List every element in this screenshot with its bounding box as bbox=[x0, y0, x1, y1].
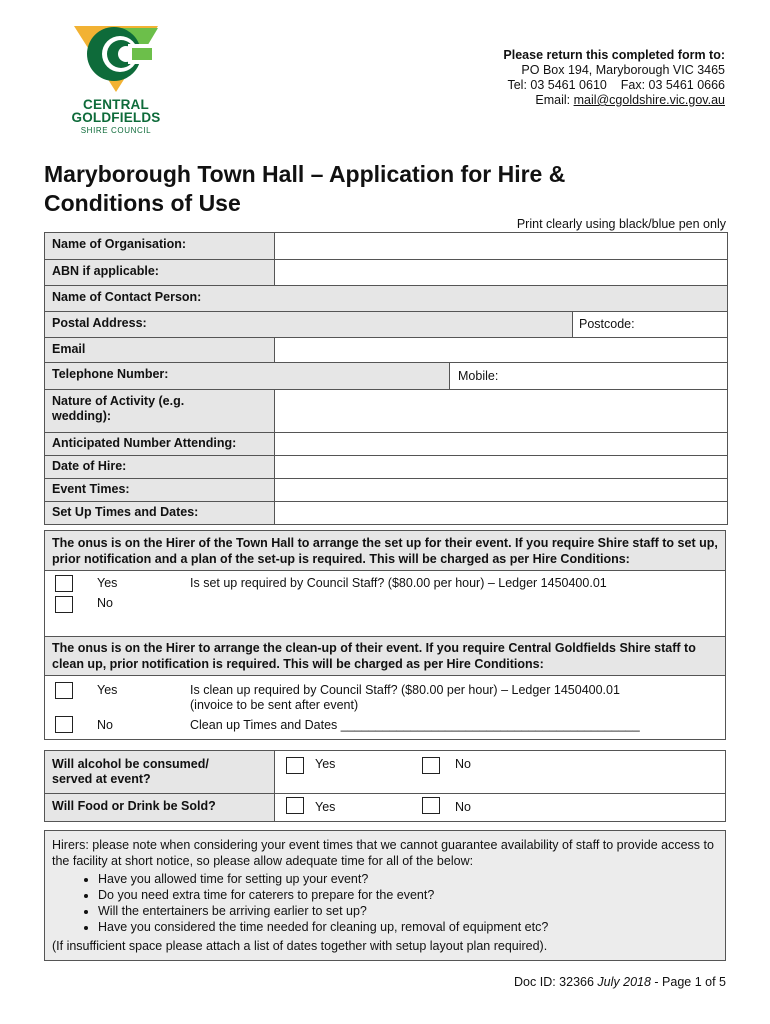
telephone-row bbox=[45, 362, 727, 389]
cleanup-no-checkbox[interactable] bbox=[55, 716, 73, 733]
telephone-label: Telephone Number: bbox=[45, 363, 450, 389]
attending-field[interactable] bbox=[275, 433, 727, 455]
logo-text-line: SHIRE COUNCIL bbox=[80, 126, 152, 135]
cleanup-question: Is clean up required by Council Staff? ($80.00 per hour) – Ledger 1450400.01 bbox=[190, 683, 620, 697]
setup-no-checkbox[interactable] bbox=[55, 596, 73, 613]
postal-label: Postal Address: bbox=[45, 312, 573, 337]
date-label: Date of Hire: bbox=[45, 456, 275, 478]
cleanup-times-field[interactable]: Clean up Times and Dates ___________________________________________ bbox=[190, 718, 640, 732]
mobile-label: Mobile: bbox=[458, 369, 499, 383]
note-bullet-list bbox=[52, 871, 718, 935]
abn-field[interactable] bbox=[275, 260, 727, 285]
setup-yes-label: Yes bbox=[97, 576, 118, 590]
cleanup-yes-label: Yes bbox=[97, 683, 118, 697]
title-line: Maryborough Town Hall – Application for Hire & bbox=[44, 161, 566, 187]
setup-times-row bbox=[45, 501, 727, 524]
cleanup-invoice-note: (invoice to be sent after event) bbox=[190, 698, 359, 712]
return-address: PO Box 194, Maryborough VIC 3465 bbox=[521, 63, 725, 77]
note-intro: Hirers: please note when considering your event times that we cannot guarantee availability of staff to provide access to the facility at short notice, so please allow adequate time for all of the below: bbox=[52, 838, 714, 868]
contact-label: Name of Contact Person: bbox=[45, 286, 727, 311]
return-phone: Tel: 03 5461 0610 Fax: 03 5461 0666 bbox=[507, 78, 725, 92]
setup-no-label: No bbox=[97, 596, 113, 610]
note-bullet: • Have you considered the time needed for cleaning up, removal of equipment etc? bbox=[98, 919, 718, 935]
setup-yes-checkbox[interactable] bbox=[55, 575, 73, 592]
abn-label: ABN if applicable: bbox=[45, 260, 275, 285]
logo-text-line: GOLDFIELDS bbox=[71, 110, 161, 125]
email-link[interactable]: mail@cgoldshire.vic.gov.au bbox=[573, 93, 725, 107]
event-times-label: Event Times: bbox=[45, 479, 275, 501]
note-bullet: • Have you allowed time for setting up your event? bbox=[98, 871, 718, 887]
attending-label: Anticipated Number Attending: bbox=[45, 433, 275, 455]
title-line: Conditions of Use bbox=[44, 190, 241, 216]
page-footer bbox=[514, 975, 726, 989]
hirer-note bbox=[44, 830, 726, 961]
cleanup-options bbox=[45, 676, 725, 736]
setup-times-field[interactable] bbox=[275, 502, 727, 524]
council-logo bbox=[66, 22, 166, 137]
email-field[interactable] bbox=[275, 338, 727, 362]
return-title: Please return this completed form to: bbox=[503, 48, 725, 62]
organisation-row bbox=[45, 233, 727, 259]
alcohol-yes-label: Yes bbox=[315, 757, 336, 771]
contact-row bbox=[45, 285, 727, 311]
print-note: Print clearly using black/blue pen only bbox=[516, 217, 726, 231]
postcode-label: Postcode: bbox=[579, 317, 635, 331]
page-title bbox=[44, 160, 565, 218]
food-no-checkbox[interactable] bbox=[422, 797, 440, 814]
postal-row bbox=[45, 311, 727, 337]
alcohol-label bbox=[45, 751, 275, 793]
note-footer: (If insufficient space please attach a list of dates together with setup layout plan required). bbox=[52, 939, 548, 953]
setup-times-label: Set Up Times and Dates: bbox=[45, 502, 275, 524]
setup-question: Is set up required by Council Staff? ($80.00 per hour) – Ledger 1450400.01 bbox=[190, 576, 607, 590]
nature-row bbox=[45, 389, 727, 432]
setup-section bbox=[44, 530, 726, 637]
logo-text-line: CENTRAL bbox=[83, 97, 149, 112]
setup-heading: The onus is on the Hirer of the Town Hall to arrange the set up for their event. If you require Shire staff to set up, prior notification and a plan of the set-up is required. This will be charged as per Hire Conditions: bbox=[45, 531, 725, 571]
alcohol-no-checkbox[interactable] bbox=[422, 757, 440, 774]
organisation-label: Name of Organisation: bbox=[45, 233, 275, 259]
food-yes-label: Yes bbox=[315, 800, 336, 814]
cleanup-section bbox=[44, 636, 726, 740]
organisation-field[interactable] bbox=[275, 233, 727, 259]
alcohol-no-label: No bbox=[455, 757, 471, 771]
nature-label bbox=[45, 390, 275, 432]
return-address-block bbox=[503, 48, 725, 108]
email-prefix: Email: bbox=[535, 93, 574, 107]
nature-label-line: Nature of Activity (e.g. bbox=[52, 394, 185, 408]
nature-field[interactable] bbox=[275, 390, 727, 432]
food-yes-checkbox[interactable] bbox=[286, 797, 304, 814]
alcohol-label-line: served at event? bbox=[52, 772, 151, 786]
return-email-line bbox=[503, 93, 725, 108]
alcohol-label-line: Will alcohol be consumed/ bbox=[52, 757, 209, 771]
logo-mark-icon bbox=[66, 22, 166, 98]
alcohol-food-section bbox=[44, 750, 726, 822]
abn-row bbox=[45, 259, 727, 285]
food-no-label: No bbox=[455, 800, 471, 814]
note-bullet: • Will the entertainers be arriving earlier to set up? bbox=[98, 903, 718, 919]
attending-row bbox=[45, 432, 727, 455]
alcohol-row bbox=[45, 751, 725, 793]
mobile-field[interactable] bbox=[450, 363, 727, 389]
date-row bbox=[45, 455, 727, 478]
event-times-row bbox=[45, 478, 727, 501]
nature-label-line: wedding): bbox=[52, 409, 112, 423]
email-row bbox=[45, 337, 727, 362]
cleanup-heading: The onus is on the Hirer to arrange the clean-up of their event. If you require Central Goldfields Shire staff to clean up, prior notification is required. This will be charged as per Hire Conditions: bbox=[45, 637, 725, 676]
event-times-field[interactable] bbox=[275, 479, 727, 501]
alcohol-yes-checkbox[interactable] bbox=[286, 757, 304, 774]
cleanup-yes-checkbox[interactable] bbox=[55, 682, 73, 699]
page-number: - Page 1 of 5 bbox=[650, 975, 726, 989]
setup-options bbox=[45, 571, 725, 613]
doc-id: Doc ID: 32366 bbox=[514, 975, 598, 989]
date-field[interactable] bbox=[275, 456, 727, 478]
doc-date: July 2018 bbox=[597, 975, 651, 989]
food-label: Will Food or Drink be Sold? bbox=[45, 794, 275, 821]
email-label: Email bbox=[45, 338, 275, 362]
cleanup-no-label: No bbox=[97, 718, 113, 732]
note-bullet: • Do you need extra time for caterers to prepare for the event? bbox=[98, 887, 718, 903]
food-row bbox=[45, 793, 725, 821]
application-form bbox=[44, 232, 728, 525]
postcode-field[interactable] bbox=[573, 312, 727, 337]
